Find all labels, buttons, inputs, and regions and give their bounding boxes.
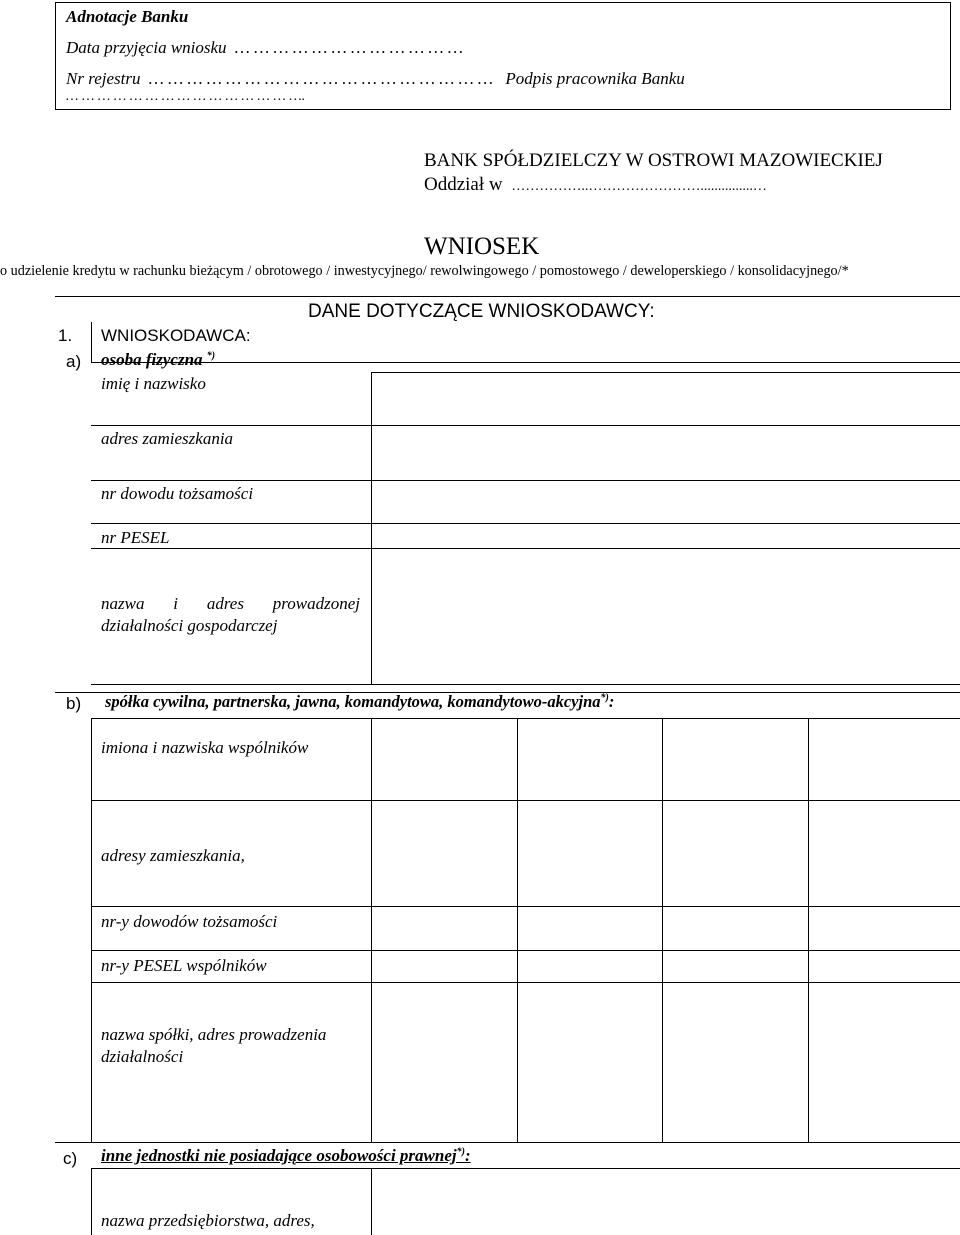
branch-line: Oddział w ……………..……………………...............…	[424, 174, 767, 195]
field-label-address: adres zamieszkania	[101, 429, 234, 448]
field-input-enterprise[interactable]	[372, 1169, 960, 1235]
date-received-field[interactable]: … … … … … … … … … … … …	[234, 38, 463, 57]
form-subtitle: o udzielenie kredytu w rachunku bieżącym / obrotowego / inwestycyjnego/ rewolwingowego / pomostowego / deweloperskiego / konsolidacyjnego/*	[0, 263, 849, 279]
registry-number-field[interactable]: … … … … … … … … … … … … … … … … … …	[148, 69, 494, 88]
field-input-pesels[interactable]	[372, 951, 960, 981]
field-input-name[interactable]	[372, 373, 960, 425]
bank-annotations-box	[55, 2, 951, 110]
section-number: 1.	[58, 326, 73, 345]
field-input-business[interactable]	[372, 549, 960, 684]
field-input-ids[interactable]	[372, 907, 960, 949]
field-input-addresses[interactable]	[372, 801, 960, 905]
signature-label: Podpis pracownika Banku	[505, 69, 685, 88]
field-label-name: imię i nazwisko	[101, 374, 206, 393]
applicant-label: WNIOSKODAWCA:	[101, 326, 251, 345]
field-input-partners[interactable]	[372, 719, 960, 799]
item-a-title: osoba fizyczna *)	[101, 350, 216, 369]
field-input-company[interactable]	[372, 983, 960, 1142]
date-received-label: Data przyjęcia wniosku … … … … … … … … … … … …	[66, 38, 463, 57]
field-input-pesel[interactable]	[372, 524, 960, 548]
row-rule	[91, 362, 960, 363]
table-left-border-b	[91, 718, 92, 1142]
branch-field[interactable]: ……………..……………………...............…	[511, 179, 767, 194]
table-left-border-a	[91, 322, 92, 362]
table-top-rule	[55, 296, 960, 297]
form-title: WNIOSEK	[424, 233, 540, 260]
table-left-border-c	[91, 1168, 92, 1235]
section-c-top-rule	[55, 1142, 91, 1143]
item-b-letter: b)	[66, 694, 82, 713]
field-label-addresses: adresy zamieszkania,	[101, 846, 245, 865]
row-rule	[91, 1142, 960, 1143]
bank-name: BANK SPÓŁDZIELCZY W OSTROWI MAZOWIECKIEJ	[424, 150, 883, 171]
item-c-title: inne jednostki nie posiadające osobowości prawnej*):	[101, 1146, 471, 1165]
field-label-pesels: nr-y PESEL wspólników	[101, 956, 267, 975]
item-b-title: spółka cywilna, partnerska, jawna, komandytowa, komandytowo-akcyjna*):	[105, 692, 615, 711]
field-label-business: nazwa i adres prowadzonej działalności gospodarczej	[101, 594, 360, 635]
item-a-letter: a)	[66, 352, 82, 371]
bank-annotations-title: Adnotacje Banku	[66, 7, 189, 26]
field-label-ids: nr-y dowodów tożsamości	[101, 912, 278, 931]
field-input-address[interactable]	[372, 426, 960, 480]
field-input-id[interactable]	[372, 481, 960, 523]
section-heading: DANE DOTYCZĄCE WNIOSKODAWCY:	[308, 301, 655, 322]
field-label-id: nr dowodu tożsamości	[101, 484, 254, 503]
signature-field[interactable]: … … … … … … … … … … … … … … ….	[66, 89, 306, 104]
field-label-partners: imiona i nazwiska wspólników	[101, 738, 309, 757]
field-label-company: nazwa spółki, adres prowadzenia działalności	[101, 1025, 327, 1066]
field-label-pesel: nr PESEL	[101, 528, 170, 547]
registry-number-label: Nr rejestru … … … … … … … … … … … … … … … … … … Podpis pracownika Banku	[66, 69, 685, 88]
field-label-enterprise: nazwa przedsiębiorstwa, adres,	[101, 1211, 315, 1230]
row-rule	[91, 684, 960, 685]
item-c-letter: c)	[63, 1149, 78, 1168]
